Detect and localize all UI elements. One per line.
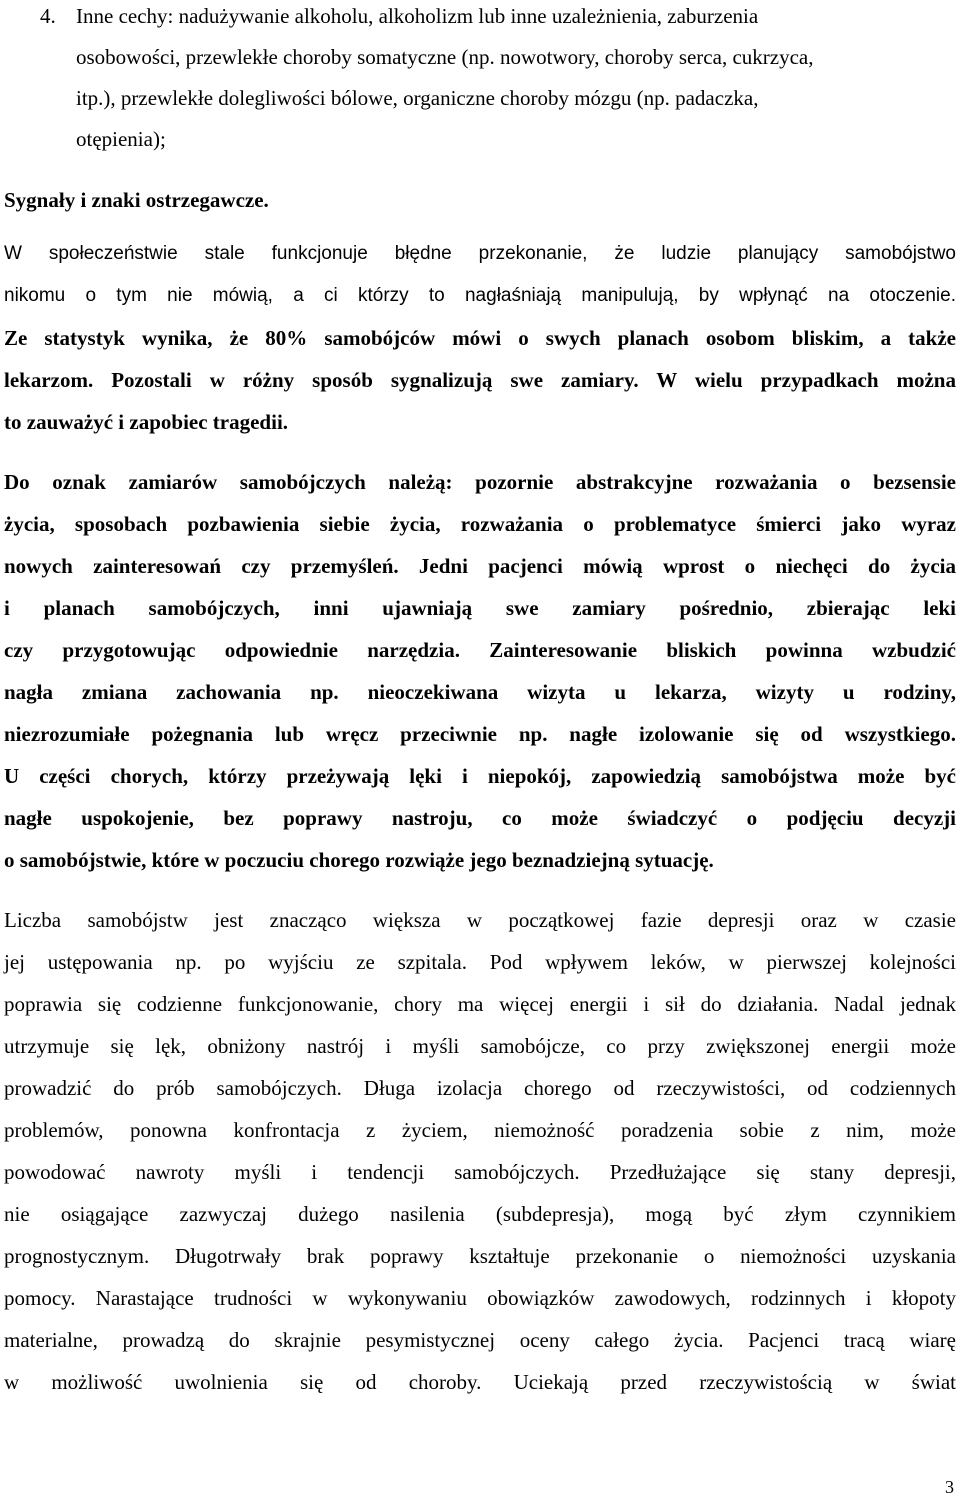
paragraph-line: Do oznak zamiarów samobójczych należą: pozornie abstrakcyjne rozważania o bezsensie [4, 470, 956, 494]
list-item-line: Inne cechy: nadużywanie alkoholu, alkoholizm lub inne uzależnienia, zaburzenia [76, 4, 759, 28]
paragraph-line: nagłe uspokojenie, bez poprawy nastroju, co może świadczyć o podjęciu decyzji [4, 806, 956, 830]
paragraph-line: niezrozumiałe pożegnania lub wręcz przeciwnie np. nagłe izolowanie się od wszystkiego. [4, 722, 956, 746]
paragraph-line: nikomu o tym nie mówią, a ci którzy to nagłaśniają manipulują, by wpłynąć na otoczenie. [4, 285, 956, 306]
paragraph-line: nagła zmiana zachowania np. nieoczekiwana wizyta u lekarza, wizyty u rodziny, [4, 680, 956, 704]
paragraph-line: Liczba samobójstw jest znacząco większa w początkowej fazie depresji oraz w czasie [4, 908, 956, 932]
paragraph-line: materialne, prowadzą do skrajnie pesymistycznej oceny całego życia. Pacjenci tracą wiarę [4, 1328, 956, 1352]
paragraph-line: nowych zainteresowań czy przemyśleń. Jedni pacjenci mówią wprost o niechęci do życia [4, 554, 956, 578]
page-number: 3 [945, 1477, 954, 1497]
paragraph-line: Ze statystyk wynika, że 80% samobójców mówi o swych planach osobom bliskim, a także [4, 326, 956, 350]
paragraph-line: i planach samobójczych, inni ujawniają swe zamiary pośrednio, zbierając leki [4, 596, 956, 620]
paragraph-line: nie osiągające zazwyczaj dużego nasilenia (subdepresja), mogą być złym czynnikiem [4, 1202, 956, 1226]
list-item-line: itp.), przewlekłe dolegliwości bólowe, organiczne choroby mózgu (np. padaczka, [76, 86, 759, 110]
paragraph-line: to zauważyć i zapobiec tragedii. [4, 410, 289, 434]
paragraph-line: jej ustępowania np. po wyjściu ze szpitala. Pod wpływem leków, w pierwszej kolejności [4, 950, 956, 974]
paragraph-line: problemów, ponowna konfrontacja z życiem, niemożność poradzenia sobie z nim, może [4, 1118, 956, 1142]
paragraph-line: poprawia się codzienne funkcjonowanie, chory ma więcej energii i sił do działania. Nadal jednak [4, 992, 956, 1016]
paragraph-line: prognostycznym. Długotrwały brak poprawy kształtuje przekonanie o niemożności uzyskania [4, 1244, 956, 1268]
paragraph-line: pomocy. Narastające trudności w wykonywaniu obowiązków zawodowych, rodzinnych i kłopoty [4, 1286, 956, 1310]
section-heading: Sygnały i znaki ostrzegawcze. [4, 188, 269, 212]
paragraph-line: utrzymuje się lęk, obniżony nastrój i myśli samobójcze, co przy zwiększonej energii może [4, 1034, 956, 1058]
paragraph-line: życia, sposobach pozbawienia siebie życia, rozważania o problematyce śmierci jako wyraz [4, 512, 956, 536]
paragraph-line: U części chorych, którzy przeżywają lęki i niepokój, zapowiedzią samobójstwa może być [4, 764, 956, 788]
paragraph-line: lekarzom. Pozostali w różny sposób sygnalizują swe zamiary. W wielu przypadkach można [4, 368, 956, 392]
list-item-line: otępienia); [76, 127, 166, 151]
paragraph-line: w możliwość uwolnienia się od choroby. Uciekają przed rzeczywistością w świat [4, 1370, 956, 1394]
paragraph-line: prowadzić do prób samobójczych. Długa izolacja chorego od rzeczywistości, od codziennych [4, 1076, 956, 1100]
list-item-line: osobowości, przewlekłe choroby somatyczne (np. nowotwory, choroby serca, cukrzyca, [76, 45, 814, 69]
paragraph-line: W społeczeństwie stale funkcjonuje błędne przekonanie, że ludzie planujący samobójstwo [4, 243, 956, 264]
paragraph-line: o samobójstwie, które w poczuciu chorego rozwiąże jego beznadziejną sytuację. [4, 848, 714, 872]
list-item-number: 4. [40, 4, 56, 28]
paragraph-line: powodować nawroty myśli i tendencji samobójczych. Przedłużające się stany depresji, [4, 1160, 956, 1184]
paragraph-line: czy przygotowując odpowiednie narzędzia. Zainteresowanie bliskich powinna wzbudzić [4, 638, 956, 662]
